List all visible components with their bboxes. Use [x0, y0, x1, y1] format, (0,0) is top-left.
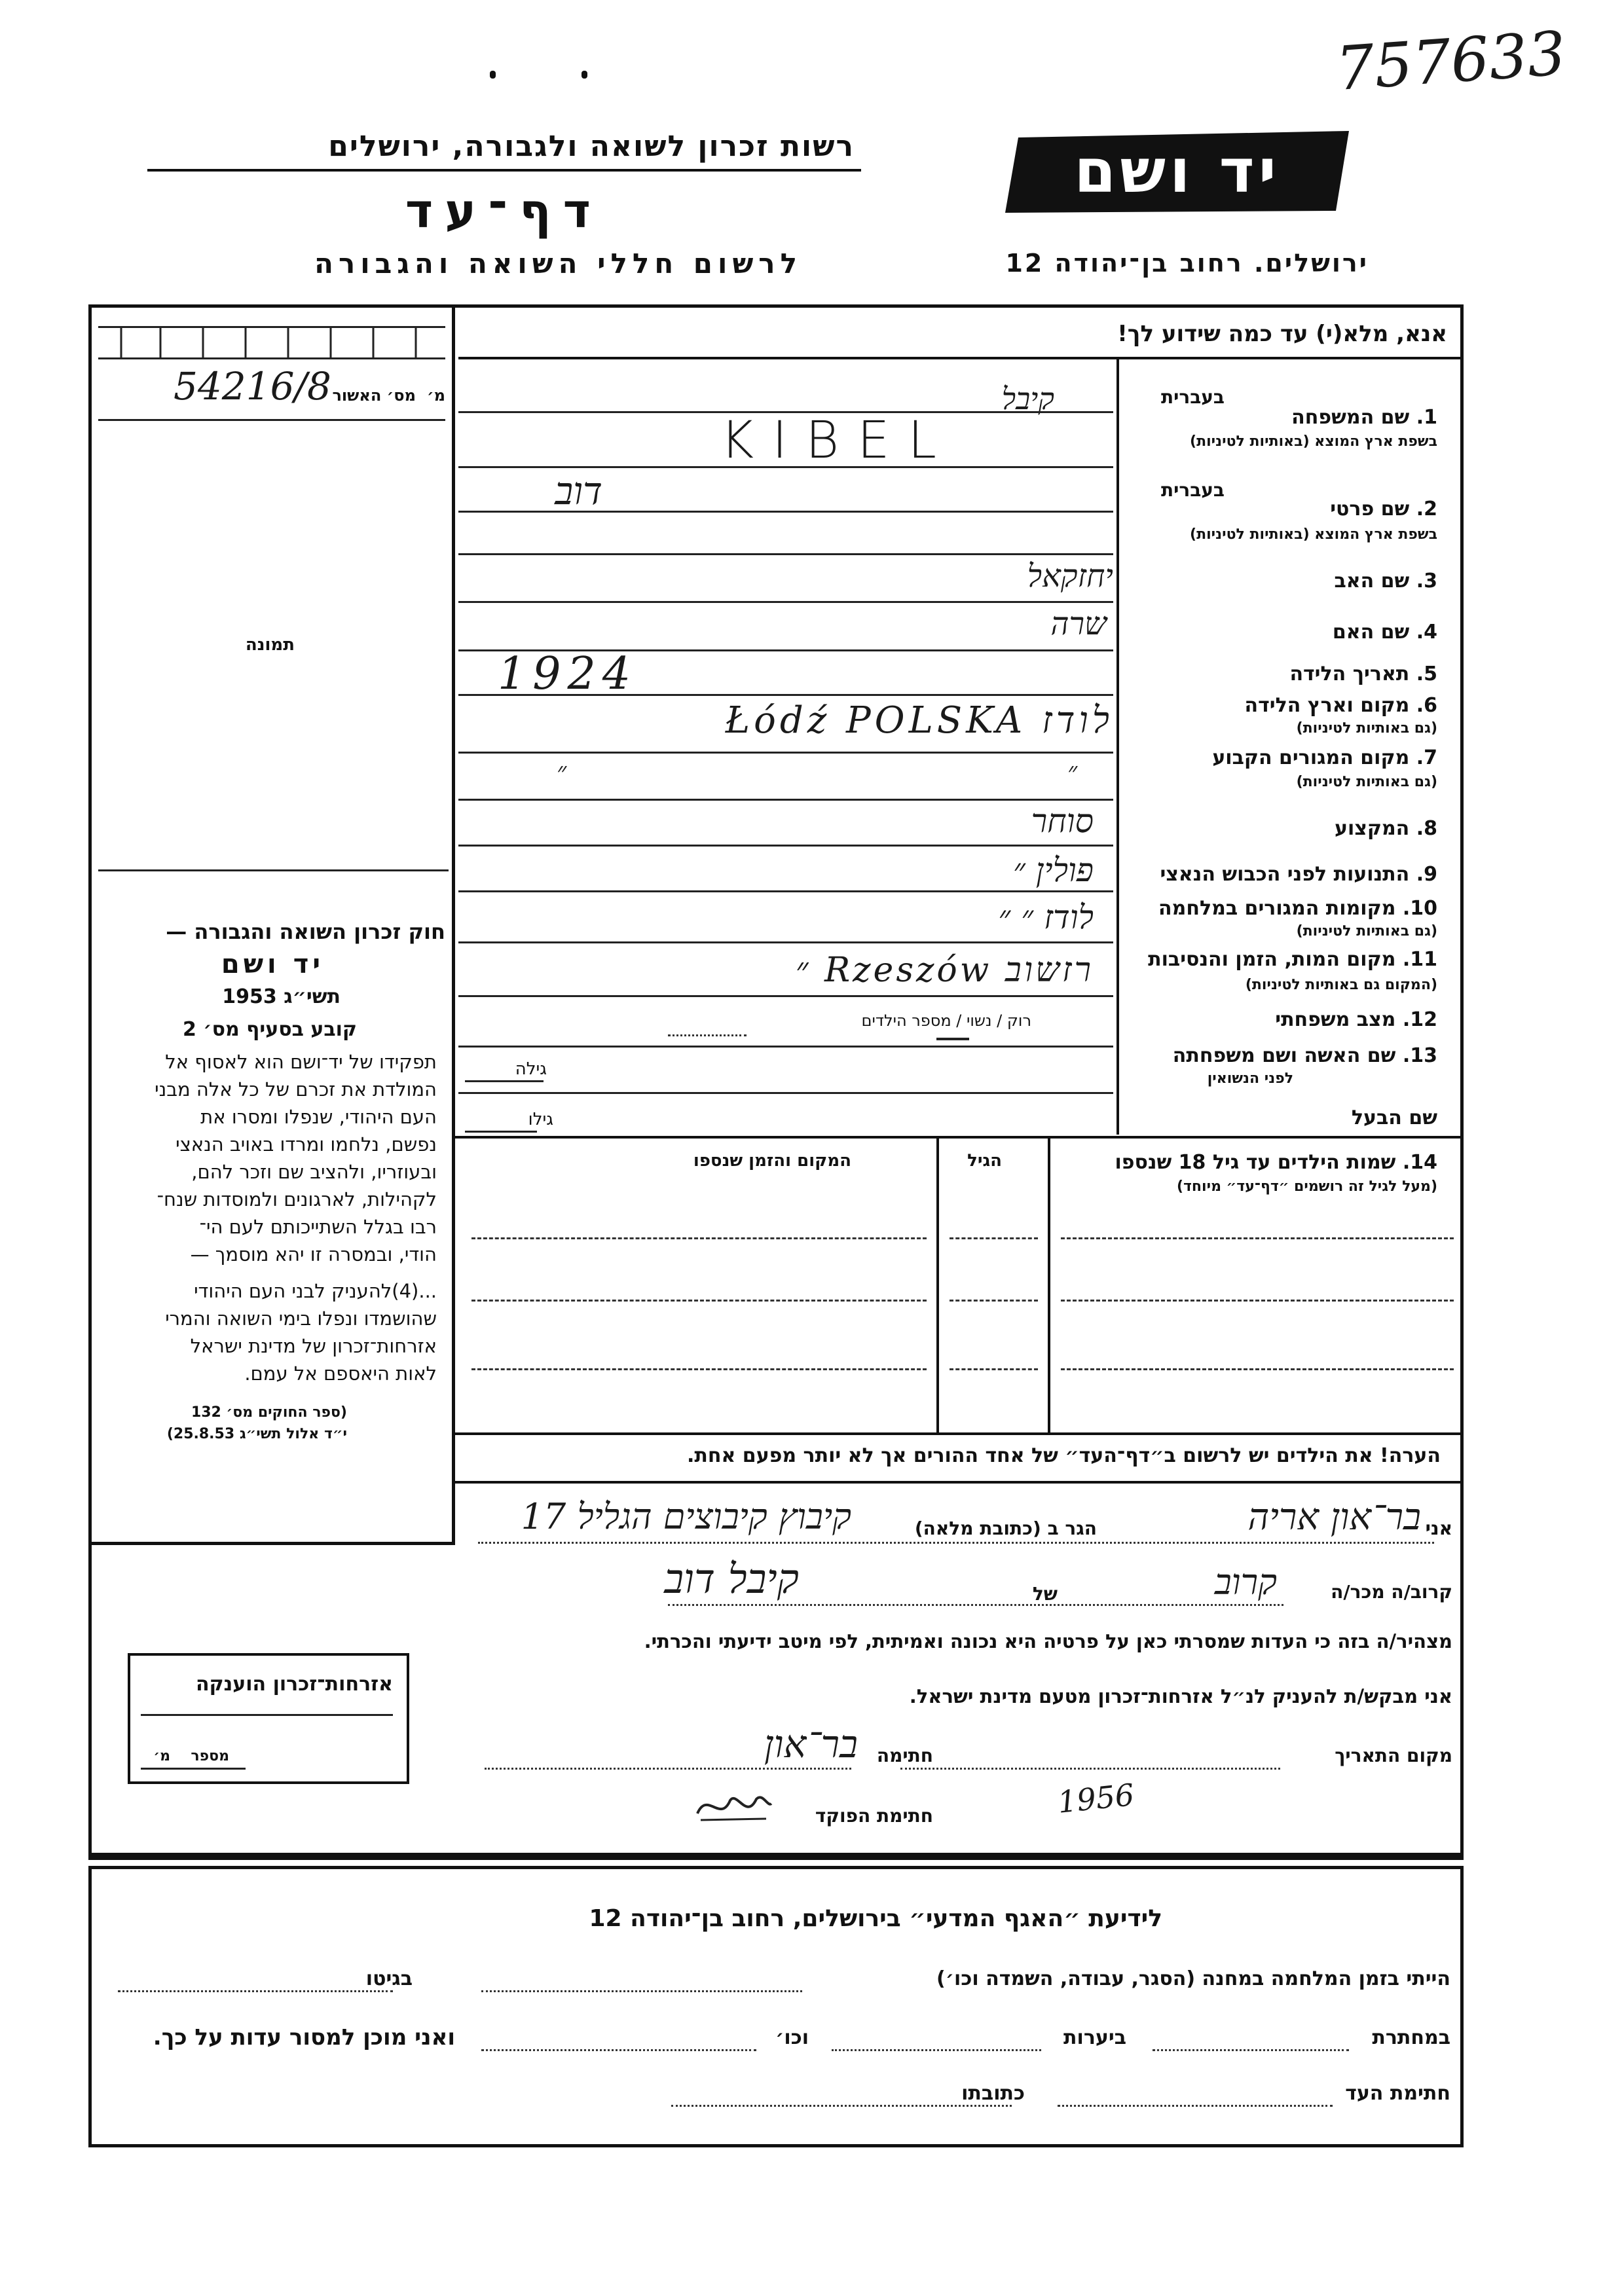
occupation-value[interactable]: סוחר — [1031, 802, 1094, 840]
law-line: תפקידו של יד־ושם הוא לאסוף אל — [165, 1051, 437, 1073]
field-sublabel: (המקום גם באותיות לטיניות) — [1245, 977, 1437, 993]
law-line: המולדת את זכרם של כל אלה מבני — [155, 1078, 437, 1101]
law-line: ובעוזריו, ולהציב שם וזכר להם, — [191, 1161, 437, 1183]
citizenship-number-label: מספר — [191, 1748, 229, 1764]
form-instruction: אנא, מלא(י) עד כמה שידוע לך! — [1117, 321, 1447, 347]
signature-line — [485, 1768, 851, 1772]
punch-mark — [581, 71, 587, 79]
field-label-birth-date: 5. תאריך הלידה — [1289, 663, 1437, 685]
left-column-border — [452, 304, 455, 1545]
children-row-line — [1061, 1300, 1454, 1302]
footer-line3-a: חתימת העד — [1345, 2082, 1450, 2105]
footer-line2-d: ואני מוכן למסור עדות על כך. — [153, 2024, 455, 2050]
field-hebrew-tag: בעברית — [1160, 386, 1225, 408]
family-name-hebrew-value: קיבל — [1001, 381, 1054, 416]
authority-name: רשות זכרון לשואה ולגבורה, ירושלים — [328, 130, 855, 163]
field-line — [458, 553, 1113, 555]
record-number-cells — [98, 328, 445, 357]
place-date-label: מקום התאריך — [1335, 1745, 1452, 1766]
children-row-line — [1061, 1368, 1454, 1370]
children-column-place: המקום והזמן שנספו — [693, 1151, 851, 1171]
death-place-value[interactable]: רזשוב Rzeszów ״ — [795, 951, 1094, 990]
declarant-resides-label: הגר ב (כתובת מלאה) — [914, 1518, 1097, 1539]
birth-place-value[interactable]: לודז Łódź POLSKA — [725, 699, 1113, 742]
footer-line3-blank — [1058, 2105, 1333, 2109]
record-number-boxes — [98, 326, 445, 359]
husband-age-line — [465, 1131, 537, 1133]
citizenship-title: אזרחות־זכרון הוענקה — [195, 1673, 393, 1696]
official-signature-scribble — [694, 1787, 773, 1827]
field-label-birth-place: 6. מקום וארץ הלידה — [1244, 694, 1437, 717]
declarant-name-value[interactable]: בר־און אריה — [1247, 1496, 1421, 1539]
field-label-movements: 9. התנועות לפני הכבוש הנאצי — [1160, 863, 1437, 886]
field-label-war-residence: 10. מקומות המגורים במלחמה — [1158, 897, 1437, 920]
field-line — [458, 890, 1113, 892]
footer-line2-blank2 — [832, 2049, 1041, 2053]
marital-options-line — [668, 1034, 747, 1038]
field-line — [458, 1092, 1113, 1094]
note-bottom — [455, 1481, 1460, 1484]
field-sublabel: (גם באותיות לטיניות) — [1296, 774, 1437, 790]
children-row-line — [471, 1237, 927, 1239]
field-label-marital-status: 12. מצב משפחתי — [1275, 1008, 1437, 1031]
left-panel-bottom — [88, 1542, 455, 1545]
official-signature-label: חתימת הפוקד — [815, 1805, 933, 1827]
request-text: אני מבקש/ת להעניק לנ״ל אזרחות־זכרון מטעם מדינת ישראל. — [909, 1685, 1452, 1707]
children-row-line — [950, 1237, 1038, 1239]
form-subtitle: לרשום חללי השואה והגבורה — [314, 247, 802, 280]
law-source: (ספר החוקים מס׳ 132 — [191, 1404, 347, 1421]
field-hebrew-tag: בעברית — [1160, 479, 1225, 501]
law-source: י״ד אלול תשי״ג 25.8.53) — [166, 1426, 347, 1442]
declarant-address-value[interactable]: קיבוץ קיבוצים הגליל 17 — [521, 1496, 851, 1537]
children-section-bottom — [455, 1432, 1460, 1435]
marital-strike-mark — [936, 1038, 969, 1040]
citizenship-number-line — [141, 1768, 246, 1770]
war-residence-value[interactable]: לודז ״ ״ — [998, 898, 1094, 936]
law-line: נפשם, נלחמו ומרדו באויב הנאצי — [175, 1133, 437, 1156]
field-label-wife-name: 13. שם האשה ושם משפחתה — [1172, 1044, 1437, 1067]
husband-section-bottom — [455, 1136, 1460, 1139]
mother-name-value[interactable]: שרה — [1050, 606, 1107, 642]
law-line: ...(4)להעניק לבני העם היהודי — [194, 1280, 437, 1302]
field-sublabel: (גם באותיות לטיניות) — [1296, 720, 1437, 737]
children-row-line — [950, 1300, 1038, 1302]
field-label-residence: 7. מקום המגורים הקבוע — [1212, 746, 1437, 769]
field-line — [458, 941, 1113, 943]
logo-text: יד ושם — [1074, 136, 1280, 206]
punch-mark — [490, 71, 496, 79]
field-label-mother-name: 4. שם האם — [1332, 621, 1437, 644]
father-name-value[interactable]: יחזקאל — [1027, 558, 1113, 594]
children-row-line — [1061, 1237, 1454, 1239]
declaration-text: מצהיר/ה בזה כי העדות שמסרתי כאן על פרטיה היא נכונה ואמיתית, לפי מיטב ידיעתי והכרתי. — [644, 1630, 1452, 1652]
marital-options: רוק / נשוי / מספר הילדים — [861, 1011, 1031, 1030]
children-sublabel: (מעל לגיל זה רושמים ״דף־עד״ מיוחד) — [1176, 1178, 1437, 1195]
footer-separator — [88, 1856, 1464, 1860]
family-name-latin-value[interactable]: KIBEL — [720, 411, 955, 470]
labels-column-border — [1116, 359, 1119, 1135]
field-label-family-name: 1. שם המשפחה — [1291, 406, 1437, 429]
field-label-occupation: 8. המקצוע — [1335, 817, 1437, 840]
children-col-border — [936, 1138, 939, 1432]
law-line: לקהילות, לארגונים ולמוסדות שנח־ — [157, 1188, 437, 1211]
relation-line — [668, 1604, 1283, 1608]
record-number-underline — [98, 419, 445, 421]
field-sublabel: בשפת ארץ המוצא (באותיות לטיניות) — [1190, 526, 1437, 543]
field-line — [458, 511, 1113, 513]
footer-line1-blank — [481, 1990, 802, 1994]
field-line — [458, 799, 1113, 801]
field-label-children: 14. שמות הילדים עד גיל 18 שנספו — [1115, 1151, 1437, 1174]
archive-number: 757633 — [1333, 18, 1568, 105]
of-label: של — [1032, 1583, 1058, 1605]
instruction-underline — [458, 357, 1460, 359]
law-name: יד ושם — [221, 949, 324, 979]
record-number-value: 54216/8 — [174, 364, 331, 409]
field-line — [458, 1046, 1113, 1048]
authority-underline — [147, 169, 861, 172]
field-sublabel: (גם באותיות לטיניות) — [1296, 923, 1437, 939]
signature-label: חתימה — [876, 1745, 933, 1766]
footer-line2-b: ביערות — [1063, 2026, 1126, 2049]
footer-title: לידיעת ״האגף המדעי״ בירושלים, רחוב בן־יהודה 12 — [589, 1905, 1162, 1932]
law-line: הודי, ובמסרה זו יהא מוסמך — — [190, 1243, 437, 1266]
citizenship-number-prefix: מ׳ — [153, 1748, 170, 1764]
of-value[interactable]: קיבל דוב — [664, 1555, 799, 1603]
law-line: אזרחות־זכרון של מדינת ישראל — [190, 1335, 437, 1357]
field-line — [458, 411, 1113, 413]
form-title: דף־עד — [405, 183, 602, 238]
footer-line1-blank2 — [118, 1990, 393, 1994]
citizenship-line — [141, 1714, 393, 1716]
yad-vashem-logo — [1005, 131, 1349, 213]
field-line — [458, 995, 1113, 997]
law-line: שהושמדו ונפלו בימי השואה והמרי — [165, 1307, 437, 1330]
field-label-first-name: 2. שם פרטי — [1330, 498, 1437, 520]
law-clause: קובע בסעיף מס׳ 2 — [182, 1018, 357, 1041]
husband-age-label: גילו — [528, 1110, 553, 1129]
footer-line1-a: הייתי בזמן המלחמה במחנה (הסגר, עבודה, השמדה וכו׳) — [936, 1967, 1450, 1990]
field-line — [458, 694, 1113, 696]
footer-line2-blank — [1153, 2049, 1349, 2053]
movements-value[interactable]: פולין ״ — [1012, 851, 1094, 889]
field-line — [458, 466, 1113, 468]
field-line — [458, 601, 1113, 603]
wife-age-line — [465, 1080, 544, 1082]
footer-line2-c: וכו׳ — [775, 2026, 809, 2049]
law-line: רבו בגלל השתייכותם לעם הי־ — [199, 1216, 437, 1238]
footer-line2-a: במחתרת — [1372, 2026, 1450, 2049]
birth-date-value[interactable]: 1924 — [498, 648, 638, 700]
children-col-border — [1048, 1138, 1050, 1432]
declarant-line — [478, 1542, 1434, 1546]
law-line: העם היהודי, שנפלו ומסרו את — [200, 1106, 437, 1128]
field-label-death-place: 11. מקום המות, הזמן והנסיבות — [1148, 948, 1437, 971]
declarant-i-label: אני — [1425, 1518, 1452, 1539]
children-row-line — [471, 1368, 927, 1370]
residence-value-ditto: ״ — [1067, 757, 1078, 787]
relation-value[interactable]: קרוב — [1214, 1561, 1277, 1603]
relation-label: קרוב/ה מכר/ה — [1331, 1581, 1452, 1603]
law-line: לאות היאספם אל עמם. — [244, 1362, 437, 1385]
footer-line3-b: כתובתו — [961, 2082, 1025, 2105]
record-number-prefix: מ׳ — [426, 386, 445, 405]
wife-age-label: גילה — [515, 1059, 547, 1079]
footer-line1-b: בגיטו — [365, 1967, 413, 1990]
photo-label: תמונה — [245, 635, 295, 655]
first-name-hebrew-value[interactable]: דוב — [555, 469, 602, 513]
field-line — [458, 845, 1113, 847]
field-line — [458, 752, 1113, 754]
date-value[interactable]: 1956 — [1056, 1777, 1136, 1820]
field-label-husband-name: שם הבעל — [1351, 1106, 1437, 1129]
children-column-age: הגיל — [967, 1151, 1002, 1171]
law-year: תשי״ג 1953 — [222, 985, 341, 1008]
law-title: חוק זכרון השואה והגבורה — — [166, 919, 445, 944]
footer-line2-blank3 — [481, 2049, 756, 2053]
official-signature-mark — [694, 1787, 773, 1827]
footer-line3-blank2 — [671, 2105, 1012, 2109]
photo-area-bottom — [98, 869, 449, 871]
field-sublabel: לפני הנשואין — [1207, 1070, 1293, 1087]
children-row-line — [950, 1368, 1038, 1370]
record-number-label: מס׳ האשור — [332, 386, 416, 405]
form-note: הערה! את הילדים יש לרשום ב״דף־העד״ של אחד ההורים אך לא יותר מפעם אחת. — [687, 1444, 1441, 1467]
children-row-line — [471, 1300, 927, 1302]
place-date-line — [900, 1768, 1280, 1772]
field-label-father-name: 3. שם האב — [1334, 570, 1437, 592]
signature-value[interactable]: בר־און — [764, 1722, 858, 1766]
address: ירושלים. רחוב בן־יהודה 12 — [1005, 249, 1369, 278]
field-sublabel: בשפת ארץ המוצא (באותיות לטיניות) — [1190, 433, 1437, 450]
residence-value[interactable]: ״ — [557, 757, 567, 787]
